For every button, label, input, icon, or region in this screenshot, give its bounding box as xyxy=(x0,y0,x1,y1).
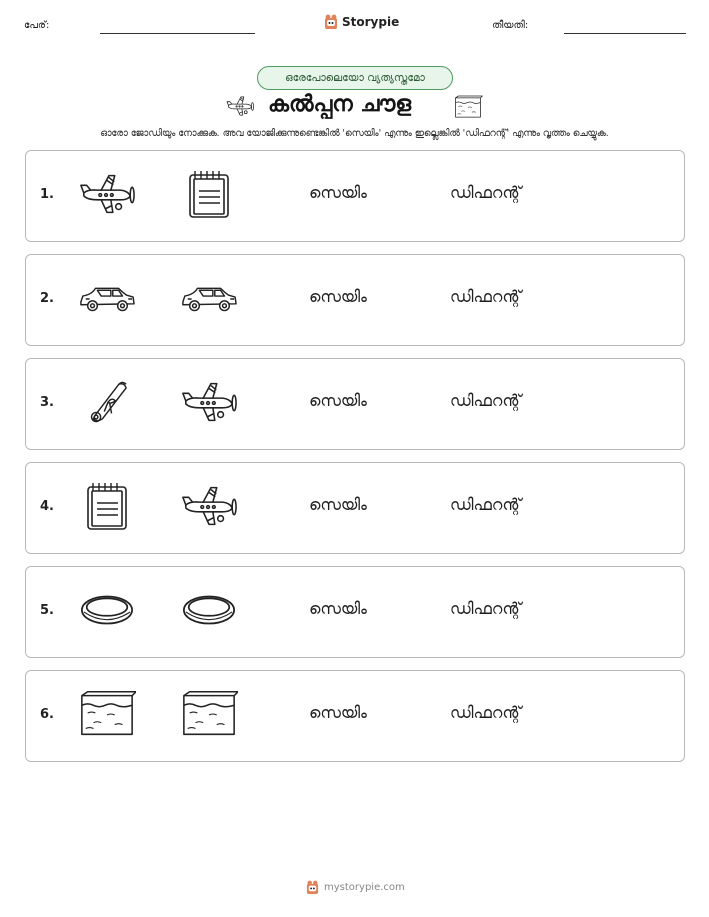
brand-name: Storypie xyxy=(342,15,400,29)
brand xyxy=(324,14,399,30)
ring-icon xyxy=(180,585,238,635)
worksheet-header xyxy=(0,14,709,38)
topic-badge: ഒരേപോലെയോ വ്യത്യസ്തമോ xyxy=(257,66,453,90)
notepad-icon xyxy=(78,481,136,531)
same-option[interactable]: സെയിം xyxy=(309,495,367,514)
question-card-4 xyxy=(25,462,685,554)
date-field-line[interactable] xyxy=(564,33,686,34)
same-option[interactable]: സെയിം xyxy=(309,287,367,306)
question-card-1 xyxy=(25,150,685,242)
question-number: 4. xyxy=(40,499,54,514)
same-option[interactable]: സെയിം xyxy=(309,599,367,618)
name-field-line[interactable] xyxy=(100,33,255,34)
water-tank-icon xyxy=(78,689,136,739)
diploma-scroll-icon xyxy=(78,377,136,427)
different-option[interactable]: ഡിഫറന്റ് xyxy=(450,287,522,306)
question-number: 6. xyxy=(40,707,54,722)
footer-site-link[interactable]: mystorypie.com xyxy=(324,882,405,893)
water-tank-icon xyxy=(452,95,484,119)
different-option[interactable]: ഡിഫറന്റ് xyxy=(450,703,522,722)
question-card-2 xyxy=(25,254,685,346)
question-number: 1. xyxy=(40,187,54,202)
different-option[interactable]: ഡിഫറന്റ് xyxy=(450,183,522,202)
question-card-6 xyxy=(25,670,685,762)
airplane-icon xyxy=(180,377,238,427)
question-number: 2. xyxy=(40,291,54,306)
date-label: തീയതി: xyxy=(492,20,529,31)
airplane-icon xyxy=(224,94,256,118)
instructions: ഓരോ ജോഡിയും നോക്കുക. അവ യോജിക്കുന്നുണ്ടെങ്കിൽ 'സെയിം' എന്നും ഇല്ലെങ്കിൽ 'ഡിഫറന്റ്' എന്നും വൃത്തം ചെയ്യുക. xyxy=(100,128,609,139)
notepad-icon xyxy=(180,169,238,219)
name-label: പേര്: xyxy=(24,20,50,31)
same-option[interactable]: സെയിം xyxy=(309,183,367,202)
airplane-icon xyxy=(180,481,238,531)
different-option[interactable]: ഡിഫറന്റ് xyxy=(450,495,522,514)
title-row xyxy=(0,92,709,122)
footer xyxy=(306,880,405,895)
water-tank-icon xyxy=(180,689,238,739)
car-icon xyxy=(78,273,136,323)
same-option[interactable]: സെയിം xyxy=(309,391,367,410)
same-option[interactable]: സെയിം xyxy=(309,703,367,722)
worksheet-title: കൽപ്പന ചൗള xyxy=(268,92,412,117)
question-card-5 xyxy=(25,566,685,658)
storypie-logo-icon xyxy=(306,880,319,895)
question-number: 3. xyxy=(40,395,54,410)
question-number: 5. xyxy=(40,603,54,618)
ring-icon xyxy=(78,585,136,635)
storypie-logo-icon xyxy=(324,14,338,30)
different-option[interactable]: ഡിഫറന്റ് xyxy=(450,599,522,618)
different-option[interactable]: ഡിഫറന്റ് xyxy=(450,391,522,410)
question-card-3 xyxy=(25,358,685,450)
airplane-icon xyxy=(78,169,136,219)
car-icon xyxy=(180,273,238,323)
